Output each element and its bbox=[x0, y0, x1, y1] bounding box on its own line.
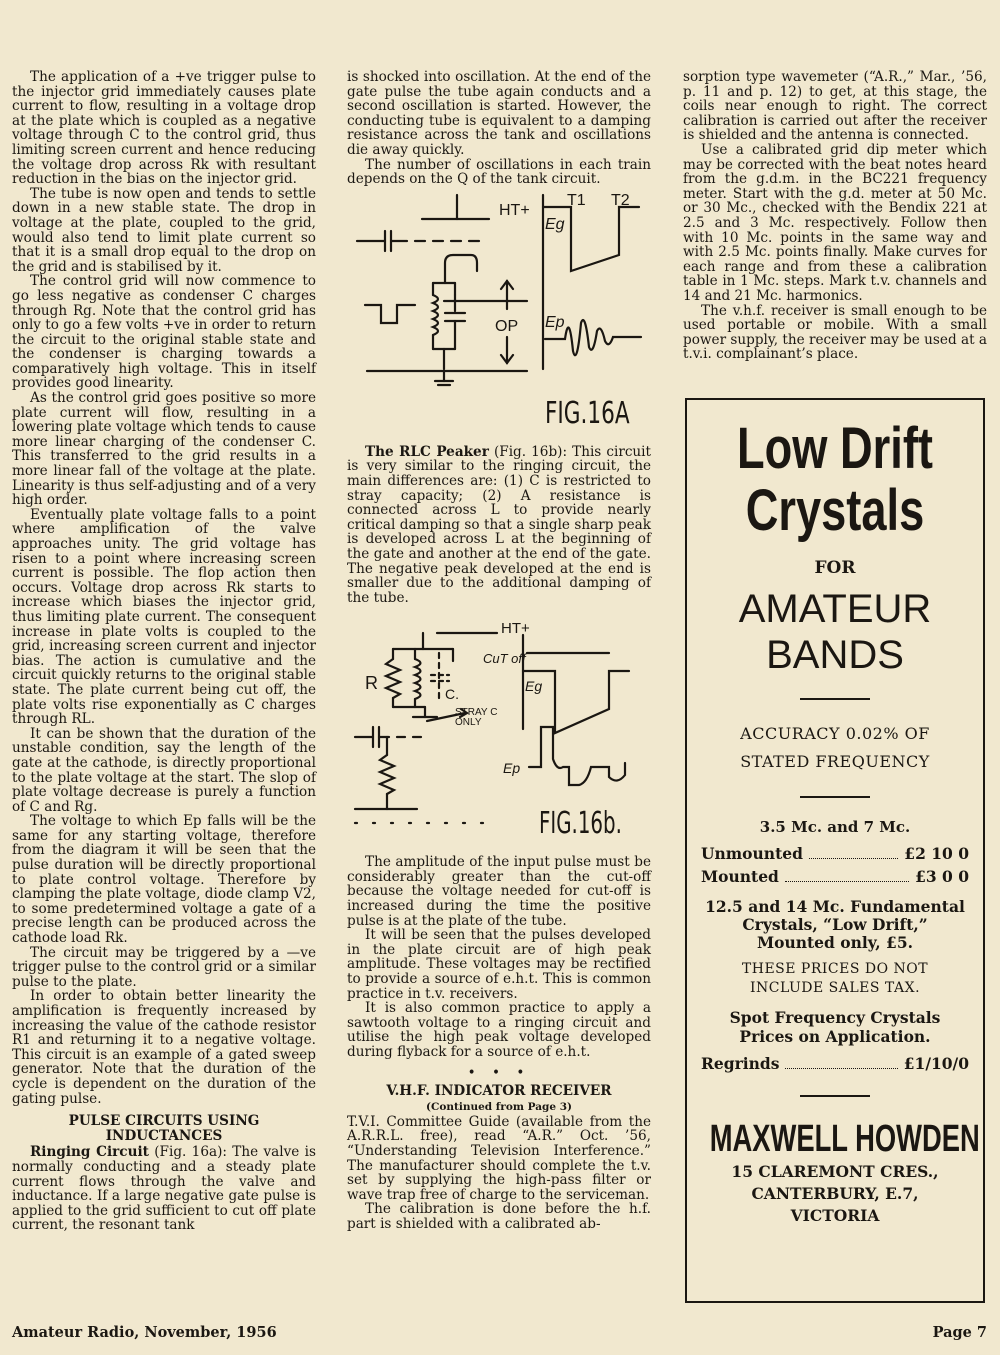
section-heading: PULSE CIRCUITS USING INDUCTANCES bbox=[68, 1113, 260, 1144]
ad-accuracy-2: STATED FREQUENCY bbox=[740, 752, 930, 771]
ad-price-row bbox=[701, 1052, 969, 1075]
ad-rule bbox=[800, 1095, 870, 1097]
footer-page-number: Page 7 bbox=[932, 1324, 987, 1341]
ad-price-value: £1/10/0 bbox=[903, 1054, 969, 1073]
paragraph: It is also common practice to apply a sawtooth voltage to a ringing circuit and utilise the high peak voltage developed during flyback for a source of e.h.t. bbox=[347, 1000, 651, 1060]
ad-price-label: Mounted bbox=[701, 867, 779, 886]
fig16b-ep-label: Ep bbox=[503, 760, 521, 777]
ad-accuracy-1: ACCURACY 0.02% OF bbox=[740, 724, 930, 743]
ad-price-row bbox=[701, 865, 969, 888]
ad-leader-dots bbox=[809, 842, 898, 859]
fig16a-ht-label: HT+ bbox=[499, 201, 530, 219]
ad-amateur: AMATEUR bbox=[738, 587, 932, 631]
ad-address-3: VICTORIA bbox=[790, 1206, 880, 1225]
ad-spot-1: Spot Frequency Crystals bbox=[729, 1008, 941, 1027]
ad-fundamental-2: Crystals, “Low Drift,” bbox=[742, 915, 928, 934]
figure-16b bbox=[347, 609, 651, 849]
ad-headline-2: Crystals bbox=[745, 478, 925, 543]
fig16b-cutoff-label: CuT off bbox=[483, 651, 526, 667]
continued-note: (Continued from Page 3) bbox=[426, 1100, 572, 1113]
ad-price-title: 3.5 Mc. and 7 Mc. bbox=[759, 818, 911, 836]
paragraph: The calibration is done before the h.f. part is shielded with a calibrated ab- bbox=[347, 1201, 651, 1232]
paragraph bbox=[347, 445, 651, 606]
paragraph: T.V.I. Committee Guide (available from the A.R.R.L. free), read “A.R.” Oct. ’56, “Understanding Television Interference.” The manufacturer should complete the t.v. set by supplying the high-pass filter or wave trap free of charge to the serviceman. bbox=[347, 1113, 651, 1203]
fig16b-r-label: R bbox=[365, 673, 378, 694]
ad-headline-1: Low Drift bbox=[736, 416, 933, 481]
paragraph-lead: The RLC Peaker bbox=[365, 443, 489, 460]
paragraph-text: (Fig. 16b): This circuit is very similar to the ringing circuit, the main differences are: (1) C is restricted to stray capacity; (2) A resistance is connected across L to provide nearly critical damping so that a single sharp peak is developed across L at the beginning of the gate and another at the end of the gate. The negative peak developed at the end is smaller due to the additional damping of the tube. bbox=[347, 443, 651, 606]
ad-address-2: CANTERBURY, E.7, bbox=[751, 1184, 919, 1203]
ad-leader-dots bbox=[785, 865, 909, 882]
column-3 bbox=[683, 70, 987, 362]
fig16a-op-label: OP bbox=[495, 317, 519, 335]
paragraph: The v.h.f. receiver is small enough to be used portable or mobile. With a small power supply, the receiver may be used at a t.v.i. complainant’s place. bbox=[683, 302, 987, 363]
paragraph: The control grid will now commence to go less negative as condenser C charges through Rg. Note that the control grid has only to go a few volts +ve in order to return the circuit to the original stable state and the condenser is charging towards a comparatively high voltage. This in itself provides good linearity. bbox=[12, 273, 316, 392]
ad-rule bbox=[800, 698, 870, 700]
fig16a-caption: FIG.16A bbox=[545, 396, 630, 431]
paragraph: As the control grid goes positive so more plate current will flow, resulting in a lowering plate voltage which tends to cause more linear charging of the condenser C. This transferred to the grid results in a more linear fall of the voltage at the plate. Linearity is thus self-adjusting and of a very high order. bbox=[12, 390, 316, 509]
paragraph: The voltage to which Ep falls will be the same for any starting voltage, therefore from the diagram it will be seen that the pulse duration will be directly proportional to plate control voltage. Therefore by clamping the plate voltage, diode clamp V2, to some predetermined voltage a gate of a precise length can be produced across the cathode load Rk. bbox=[12, 813, 316, 947]
fig16b-ht-label: HT+ bbox=[501, 620, 530, 638]
paragraph: Use a calibrated grid dip meter which may be corrected with the beat notes heard from the g.d.m. in the BC221 frequency meter. Start with the g.d. meter at 50 Mc. or 30 Mc., checked with the Bendix 221 at 2.5 and 3 Mc. respectively. Follow then with 10 Mc. points in the same way and with 2.5 Mc. points finally. Make curves for each range and from these a calibration table in 1 Mc. steps. Mark t.v. channels and 14 and 21 Mc. harmonics. bbox=[683, 141, 987, 304]
paragraph: The amplitude of the input pulse must be considerably greater than the cut-off because the voltage needed for cut-off is increased during the time the positive pulse is at the plate of the tube. bbox=[347, 854, 651, 929]
crystals-advertisement bbox=[685, 398, 985, 1303]
ad-address-1: 15 CLAREMONT CRES., bbox=[731, 1162, 939, 1181]
fig16a-t1-label: T1 bbox=[567, 191, 586, 209]
paragraph-text: (Fig. 16a): The valve is normally conducting and a steady plate current flows through the valve and inductance. If a large negative gate pulse is applied to the grid sufficient to cut off plate current, the resonant tank bbox=[12, 1144, 317, 1234]
ad-bands: BANDS bbox=[766, 633, 904, 677]
paragraph bbox=[12, 1145, 316, 1233]
paragraph: It will be seen that the pulses developed in the plate circuit are of high peak amplitude. These voltages may be rectified to provide a source of e.h.t. This is common practice in t.v. receivers. bbox=[347, 927, 651, 1002]
ad-price-value: £3 0 0 bbox=[915, 867, 969, 886]
ad-leader-dots bbox=[785, 1052, 897, 1069]
figure-16a bbox=[347, 191, 651, 439]
fig16b-stray-label: STRAY C bbox=[455, 707, 498, 719]
fig16b-caption: FIG.16b. bbox=[539, 804, 622, 841]
paragraph: The application of a +ve trigger pulse to the injector grid immediately causes plate current to flow, resulting in a voltage drop at the plate which is coupled as a negative voltage through C to the control grid, thus limiting screen current and hence reducing the voltage drop across Rk with resultant reduction in the bias on the injector grid. bbox=[12, 69, 316, 188]
fig16b-c-label: C. bbox=[445, 686, 459, 703]
footer-publication: Amateur Radio, November, 1956 bbox=[12, 1324, 277, 1341]
ad-rule bbox=[800, 796, 870, 798]
ad-fundamental-1: 12.5 and 14 Mc. Fundamental bbox=[705, 897, 965, 916]
fig16a-eg-label: Eg bbox=[545, 215, 565, 233]
paragraph: Eventually plate voltage falls to a point where amplification of the valve approaches unity. The grid voltage has risen to a point where increasing screen current is possible. The flop action then occurs. Voltage drop across Rk starts to increase which biases the injector grid, thus limiting plate current. The consequent increase in plate volts is coupled to the grid, increasing screen current and injector bias. The action is cumulative and the circuit quickly returns to the original stable state. The plate current being cut off, the plate volts rise exponentially as C charges through RL. bbox=[12, 506, 316, 728]
ad-company-name: MAXWELL HOWDEN bbox=[709, 1118, 980, 1160]
ad-price-label: Regrinds bbox=[701, 1054, 780, 1073]
fig16b-only-label: ONLY bbox=[455, 717, 482, 729]
ad-fundamental-3: Mounted only, £5. bbox=[756, 933, 914, 952]
ad-price-row bbox=[701, 842, 969, 865]
ad-spot-2: Prices on Application. bbox=[739, 1027, 931, 1046]
column-2 bbox=[347, 70, 651, 1232]
page-footer bbox=[12, 1324, 987, 1341]
section-divider: • • • bbox=[467, 1064, 531, 1081]
fig16a-t2-label: T2 bbox=[611, 191, 630, 209]
section-heading: V.H.F. INDICATOR RECEIVER bbox=[386, 1083, 612, 1100]
column-1 bbox=[12, 70, 316, 1233]
paragraph: sorption type wavemeter (“A.R.,” Mar., ’56, p. 11 and p. 12) to get, at this stage, the coils near enough to right. The correct calibration is carried out after the receiver is shielded and the antenna is connected. bbox=[683, 69, 987, 144]
ad-for: FOR bbox=[814, 558, 856, 578]
ad-tax-1: THESE PRICES DO NOT bbox=[741, 961, 929, 977]
ad-tax-2: INCLUDE SALES TAX. bbox=[749, 980, 921, 996]
ad-price-label: Unmounted bbox=[701, 844, 803, 863]
paragraph: is shocked into oscillation. At the end of the gate pulse the tube again conducts and a second oscillation is started. However, the conducting tube is equivalent to a damping resistance across the tank and oscillations die away quickly. bbox=[347, 69, 651, 158]
paragraph: The number of oscillations in each train depends on the Q of the tank circuit. bbox=[347, 156, 651, 188]
paragraph-lead: Ringing Circuit bbox=[30, 1144, 149, 1161]
paragraph: In order to obtain better linearity the amplification is frequently increased by increasing the value of the cathode resistor R1 and returning it to a negative voltage. This circuit is an example of a gated sweep generator. Note that the duration of the cycle is dependent on the duration of the gating pulse. bbox=[12, 988, 316, 1107]
paragraph: It can be shown that the duration of the unstable condition, say the length of the gate at the cathode, is directly proportional to the plate voltage at the start. The slop of plate voltage decrease is purely a function of C and Rg. bbox=[12, 725, 316, 815]
paragraph: The circuit may be triggered by a —ve trigger pulse to the control grid or a similar pulse to the plate. bbox=[12, 944, 316, 990]
ad-price-value: £2 10 0 bbox=[904, 844, 969, 863]
fig16a-ep-label: Ep bbox=[545, 313, 565, 331]
fig16b-eg-label: Eg bbox=[525, 678, 543, 695]
paragraph: The tube is now open and tends to settle down in a new stable state. The drop in voltage at the plate, coupled to the grid, would also tend to limit plate current so that it is a small drop equal to the drop on the grid and is stabilised by it. bbox=[12, 185, 316, 275]
